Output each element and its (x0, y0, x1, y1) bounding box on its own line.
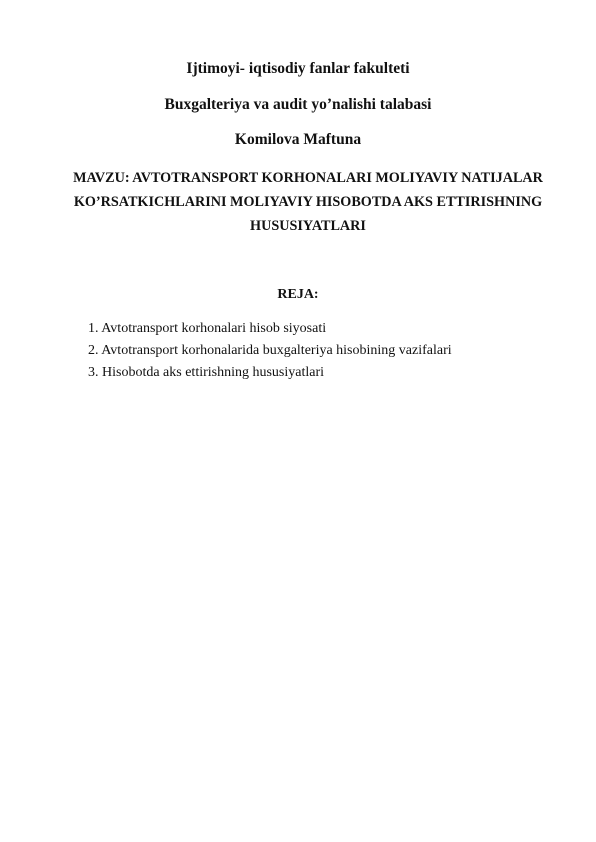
plan-item: 1. Avtotransport korhonalari hisob siyosati (88, 321, 327, 336)
faculty-title: Ijtimoyi- iqtisodiy fanlar fakulteti (186, 60, 410, 77)
topic-title: MAVZU: AVTOTRANSPORT KORHONALARI MOLIYAVIY NATIJALAR KO’RSATKICHLARINI MOLIYAVIY HISOBOTDA AKS ETTIRISHNING HUSUSIYATLARI (73, 170, 543, 234)
student-name: Komilova Maftuna (234, 131, 362, 148)
study-direction: Buxgalteriya va audit yo’nalishi talabasi (164, 96, 432, 113)
plan-list (88, 318, 568, 384)
plan-item: 3. Hisobotda aks ettirishning hususiyatlari (88, 365, 325, 380)
plan-item: 2. Avtotransport korhonalarida buxgalteriya hisobining vazifalari (88, 343, 452, 358)
plan-heading: REJA: (277, 287, 319, 302)
